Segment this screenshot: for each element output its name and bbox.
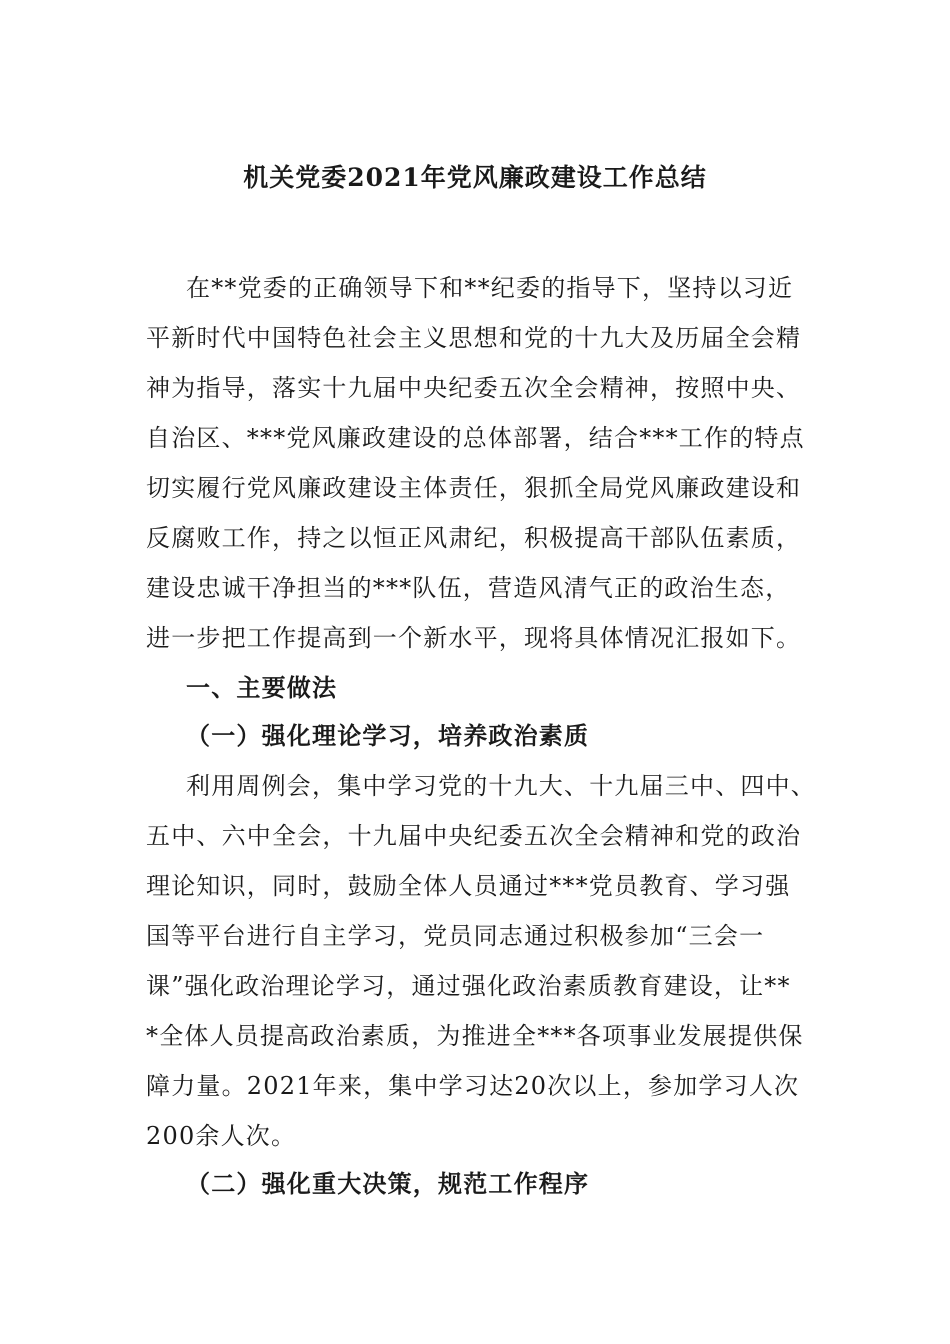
intro-line-1: 在**党委的正确领导下和**纪委的指导下，坚持以习近 [186, 274, 794, 302]
sub1-line-6: *全体人员提高政治素质，为推进全***各项事业发展提供保 [146, 1022, 804, 1050]
sub1-line-1: 利用周例会，集中学习党的十九大、十九届三中、四中、 [186, 772, 816, 800]
intro-line-6: 反腐败工作，持之以恒正风肃纪，积极提高干部队伍素质， [146, 524, 802, 552]
intro-line-3: 神为指导，落实十九届中央纪委五次全会精神，按照中央、 [146, 374, 802, 402]
intro-line-4: 自治区、***党风廉政建设的总体部署，结合***工作的特点 [146, 424, 805, 452]
intro-line-7: 建设忠诚干净担当的***队伍，营造风清气正的政治生态， [146, 574, 791, 602]
sub1-line-2: 五中、六中全会，十九届中央纪委五次全会精神和党的政治 [146, 822, 802, 850]
intro-line-8: 进一步把工作提高到一个新水平，现将具体情况汇报如下。 [146, 624, 802, 652]
sub1-line-3: 理论知识，同时，鼓励全体人员通过***党员教育、学习强 [146, 872, 791, 900]
intro-line-5: 切实履行党风廉政建设主体责任，狠抓全局党风廉政建设和 [146, 474, 802, 502]
document-title: 机关党委2021年党风廉政建设工作总结 [243, 163, 707, 192]
intro-line-2: 平新时代中国特色社会主义思想和党的十九大及历届全会精 [146, 324, 802, 352]
sub1-line-8: 200余人次。 [146, 1122, 297, 1150]
sub1-line-5: 课”强化政治理论学习，通过强化政治素质教育建设，让** [146, 972, 791, 1000]
subsection-2-heading: （二）强化重大决策，规范工作程序 [186, 1169, 590, 1198]
sub1-line-4: 国等平台进行自主学习，党员同志通过积极参加“三会一 [146, 922, 765, 950]
subsection-1-heading: （一）强化理论学习，培养政治素质 [186, 721, 590, 750]
sub1-line-7: 障力量。2021年来，集中学习达20次以上，参加学习人次 [146, 1072, 800, 1100]
section-1-heading: 一、主要做法 [186, 673, 338, 702]
